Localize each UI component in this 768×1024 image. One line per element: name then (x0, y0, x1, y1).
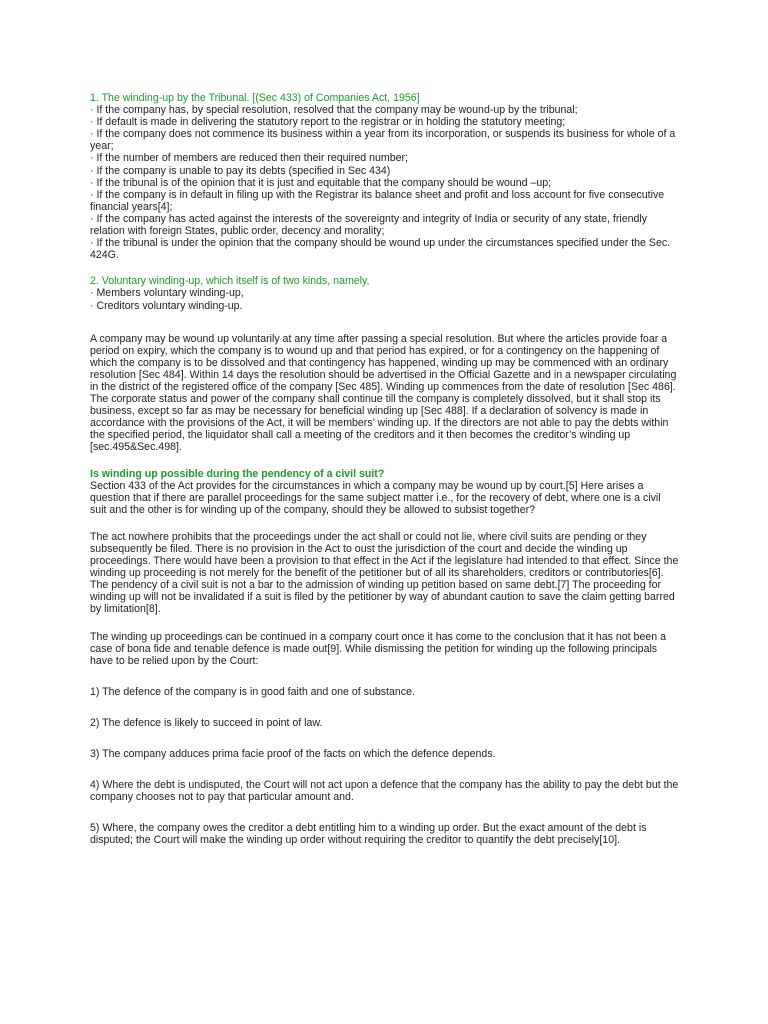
list-item: 5) Where, the company owes the creditor a debt entitling him to a winding up order. But the exact amount of the debt is disputed; the Court will make the winding up order without requiring the creditor to quantify the debt precisely[10]. (90, 822, 647, 847)
list-item: · If the company is unable to pay its debts (specified in Sec 434) (90, 164, 391, 177)
list-item: · If the tribunal is under the opinion that the company should be wound up under the circumstances specified under the Sec. 424G. (90, 237, 671, 262)
list-item: · If the company has acted against the interests of the sovereignty and integrity of India or security of any state, friendly relation with foreign States, public order, decency and morality; (90, 212, 648, 238)
section-civil-suit (90, 468, 680, 847)
list-item: 2) The defence is likely to succeed in point of law. (90, 716, 323, 729)
section-heading-civil-suit: Is winding up possible during the pendency of a civil suit? (90, 467, 385, 480)
list-item: 4) Where the debt is undisputed, the Court will not act upon a defence that the company has the ability to pay the debt but the company chooses not to pay that particular amount and. (90, 779, 679, 804)
section-tribunal (90, 92, 680, 261)
list-item: · If the company does not commence its business within a year from its incorporation, or suspends its business for whole of a year; (90, 128, 676, 153)
list-item: · If the company has, by special resolution, resolved that the company may be wound-up by the tribunal; (90, 104, 578, 117)
list-item: · Members voluntary winding-up, (90, 287, 244, 300)
section-heading-tribunal: 1. The winding-up by the Tribunal. [(Sec 433) of Companies Act, 1956] (90, 92, 420, 104)
paragraph-intro: Section 433 of the Act provides for the circumstances in which a company may be wound up by court.[5] Here arises a question that if there are parallel proceedings for the same subject matter i.e., for the recovery of debt, where one is a civil suit and the other is for winding up of the company, should they be allowed to subsist together? (90, 479, 661, 516)
paragraph-continuation: The winding up proceedings can be continued in a company court once it has come to the conclusion that it has not been a case of bona fide and tenable defence is made out[9]. While dismissing the petition for winding up the following principals have to be relied upon by the Court: (90, 630, 666, 667)
section-heading-voluntary: 2. Voluntary winding-up, which itself is of two kinds, namely, (90, 275, 370, 288)
paragraph-no-prohibition: The act nowhere prohibits that the proceedings under the act shall or could not lie, where civil suits are pending or they subsequently be filed. There is no provision in the Act to oust the jurisdiction of the court and decide the winding up proceedings. There would have been a provision to that effect in the Act if the legislature had intended to that effect. Since the winding up proceeding is not merely for the benefit of the petitioner but of all its shareholders, creditors or contributories[6]. The pendency of a civil suit is not a bar to the admission of winding up petition based on same debt.[7] The proceeding for winding up will not be invalidated if a suit is filed by the petitioner by way of abundant caution to save the claim getting barred by limitation[8]. (90, 530, 679, 616)
section-voluntary (90, 275, 680, 311)
list-item: · Creditors voluntary winding-up. (90, 299, 243, 312)
list-item: · If the number of members are reduced then their required number; (90, 152, 408, 165)
list-item: 3) The company adduces prima facie proof of the facts on which the defence depends. (90, 748, 496, 761)
document-page (90, 92, 680, 847)
list-item: 1) The defence of the company is in good faith and one of substance. (90, 685, 415, 698)
list-item: · If default is made in delivering the statutory report to the registrar or in holding the statutory meeting; (90, 116, 566, 129)
list-item: · If the tribunal is of the opinion that it is just and equitable that the company should be wound –up; (90, 176, 552, 189)
list-item: · If the company is in default in filing up with the Registrar its balance sheet and profit and loss account for five consecutive financial years[4]; (90, 188, 665, 213)
paragraph-voluntary: A company may be wound up voluntarily at any time after passing a special resolution. But where the articles provide foar a period on expiry, which the company is to wound up and that period has expired, or for a contingency on the happening of which the company is to be dissolved and that contingency has happened, winding up may be commenced with an ordinary resolution [Sec 484]. Within 14 days the resolution should be advertised in the Official Gazette and in a newspaper circulating in the district of the registered office of the company [Sec 485]. Winding up commences from the date of resolution [Sec 486]. The corporate status and power of the company shall continue till the company is completely dissolved, but it shall stop its business, except so far as may be necessary for beneficial winding up [Sec 488]. If a declaration of solvency is made in accordance with the provisions of the Act, it will be members’ winding up. If the directors are not able to pay the debts within the specified period, the liquidator shall call a meeting of the creditors and it then becomes the creditor’s winding up [sec.495&Sec.498]. (90, 332, 677, 454)
